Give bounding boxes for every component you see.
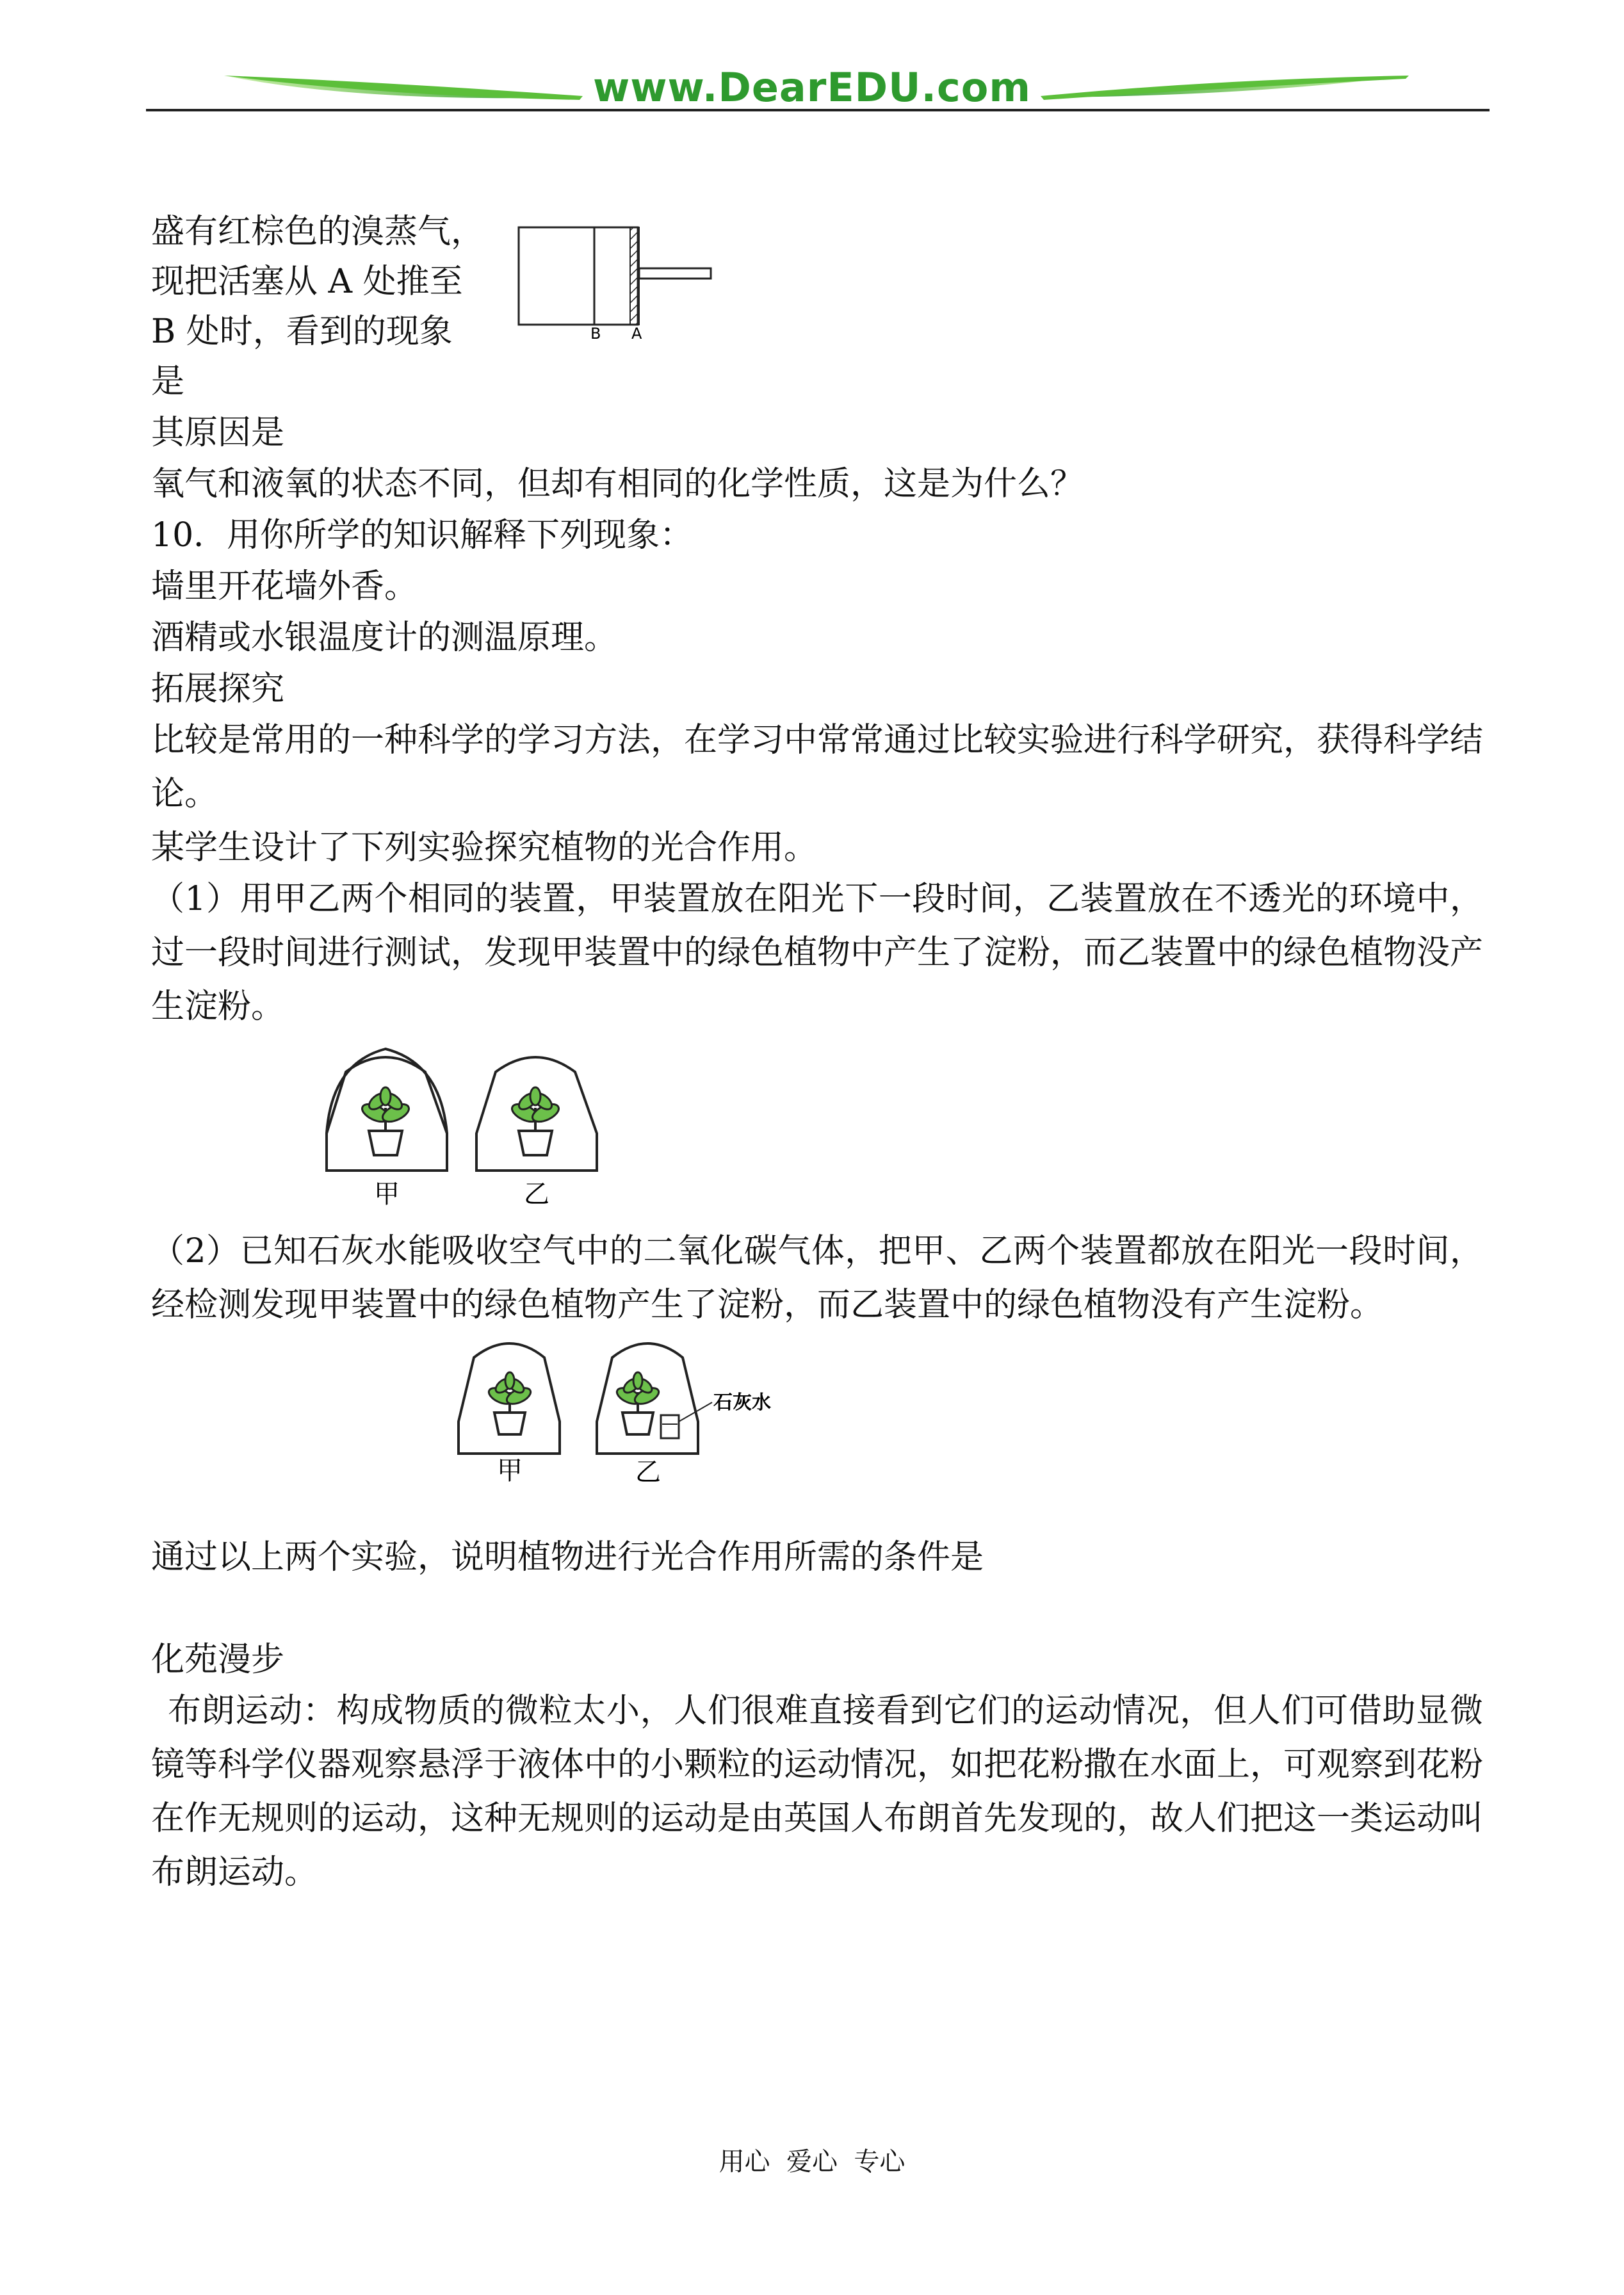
experiment-2-paragraph: （2）已知石灰水能吸收空气中的二氧化碳气体，把甲、乙两个装置都放在阳光一段时间，经检测发现甲装置中的绿色植物产生了淀粉，而乙装置中的绿色植物没有产生淀粉。 bbox=[151, 1232, 1483, 1324]
question-10-item-b: 酒精或水银温度计的测温原理。 bbox=[151, 619, 618, 657]
reason-line: 其原因是 bbox=[151, 414, 285, 452]
question-10-item-a: 墙里开花墙外香。 bbox=[151, 567, 418, 606]
site-logo: www.DearEDU.com bbox=[592, 64, 1031, 111]
piston-cylinder-figure bbox=[512, 221, 724, 343]
exp1-label-yi: 乙 bbox=[524, 1180, 549, 1209]
exp2-label-jia: 甲 bbox=[497, 1456, 523, 1486]
oxygen-question: 氧气和液氧的状态不同，但却有相同的化学性质，这是为什么？ bbox=[151, 465, 1084, 503]
potted-plant-jia bbox=[359, 1087, 411, 1155]
experiment-1-figure bbox=[320, 1037, 621, 1217]
bell-jar-yi bbox=[476, 1057, 597, 1171]
footer-motto: 用心 爱心 专心 bbox=[719, 2147, 905, 2177]
bell-jar-jia-2 bbox=[459, 1343, 560, 1454]
limewater-beaker bbox=[661, 1402, 712, 1438]
explore-intro-paragraph: 比较是常用的一种科学的学习方法，在学习中常常通过比较实验进行科学研究，获得科学结论。 bbox=[151, 721, 1484, 813]
potted-plant-yi bbox=[509, 1087, 561, 1155]
conclusion-line: 通过以上两个实验，说明植物进行光合作用所需的条件是 bbox=[151, 1538, 984, 1577]
limewater-label: 石灰水 bbox=[713, 1391, 771, 1414]
explore-design-line: 某学生设计了下列实验探究植物的光合作用。 bbox=[151, 829, 818, 867]
page-header bbox=[0, 0, 1624, 122]
bromine-text-line-3: B 处时，看到的现象 bbox=[151, 312, 453, 351]
bromine-text-line-1: 盛有红棕色的溴蒸气， bbox=[151, 213, 485, 251]
section-heading-walk: 化苑漫步 bbox=[151, 1641, 285, 1679]
potted-plant-jia-2 bbox=[487, 1372, 533, 1434]
bell-jar-jia bbox=[327, 1049, 447, 1171]
exp1-label-jia: 甲 bbox=[374, 1180, 400, 1209]
bell-jar-yi-2 bbox=[597, 1343, 712, 1454]
piston-label-b: B bbox=[590, 325, 601, 343]
brownian-paragraph: 布朗运动：构成物质的微粒太小，人们很难直接看到它们的运动情况，但人们可借助显微镜等科学仪器观察悬浮于液体中的小颗粒的运动情况，如把花粉撒在水面上，可观察到花粉在作无规则的运动，这种无规则的运动是由英国人布朗首先发现的，故人们把这一类运动叫布朗运动。 bbox=[151, 1692, 1484, 1892]
piston-label-a: A bbox=[631, 325, 642, 343]
exp2-label-yi: 乙 bbox=[635, 1457, 661, 1487]
experiment-1-paragraph: （1）用甲乙两个相同的装置，甲装置放在阳光下一段时间，乙装置放在不透光的环境中，过一段时间进行测试，发现甲装置中的绿色植物中产生了淀粉，而乙装置中的绿色植物没产生淀粉。 bbox=[151, 880, 1484, 1026]
potted-plant-yi-2 bbox=[615, 1372, 662, 1434]
bromine-text-line-2: 现把活塞从 A 处推至 bbox=[151, 263, 463, 301]
question-10: 10．用你所学的知识解释下列现象： bbox=[151, 516, 694, 555]
experiment-2-figure bbox=[448, 1326, 794, 1492]
section-heading-explore: 拓展探究 bbox=[151, 670, 285, 708]
bromine-text-line-4: 是 bbox=[151, 362, 185, 401]
